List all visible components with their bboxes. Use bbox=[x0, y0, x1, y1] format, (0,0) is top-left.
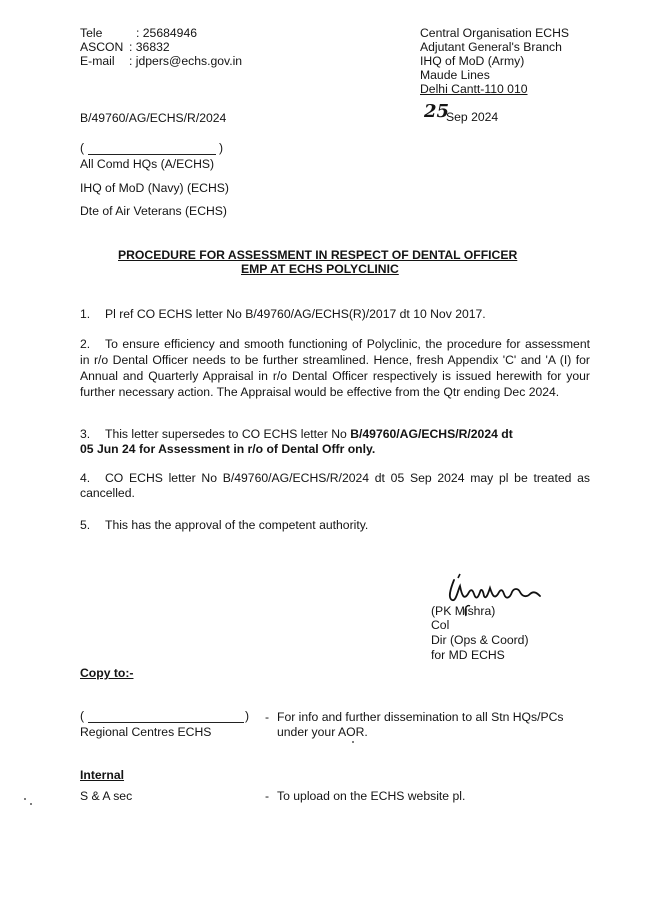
paragraph-2-text: To ensure efficiency and smooth functioning of Polyclinic, the procedure for assessment in r/o Dental Officer needs to be further streamlined. Hence, fresh Appendix 'C' and 'A (I) for Annual and Quarterly Appraisal in r/o Dental Officer respectively is issued herewith for your further necessary action. The Appraisal would be effective from the Qtr ending Dec 2024. bbox=[80, 337, 590, 399]
copy-to-blank-open: ( bbox=[80, 709, 85, 723]
paragraph-2 bbox=[80, 336, 590, 400]
subject-line-1: PROCEDURE FOR ASSESSMENT IN RESPECT OF DENTAL OFFICER bbox=[118, 248, 518, 262]
scan-speck bbox=[352, 741, 354, 743]
subject-line-2: EMP AT ECHS POLYCLINIC bbox=[241, 262, 399, 276]
scan-speck bbox=[30, 803, 32, 805]
internal-purpose: To upload on the ECHS website pl. bbox=[277, 789, 466, 803]
internal-dash: - bbox=[265, 789, 270, 803]
internal-recipient: S & A sec bbox=[80, 789, 133, 803]
paragraph-4 bbox=[80, 471, 590, 501]
copy-to-blank-close: ) bbox=[245, 709, 250, 723]
tele-value: : 25684946 bbox=[136, 26, 197, 40]
copy-to-purpose-line-1: For info and further dissemination to all Stn HQs/PCs bbox=[277, 710, 564, 724]
tele-label: Tele bbox=[80, 26, 103, 40]
paragraph-4-text: CO ECHS letter No B/49760/AG/ECHS/R/2024 dt 05 Sep 2024 may pl be treated as cancelled. bbox=[80, 471, 590, 500]
paragraph-3-text: This letter supersedes to CO ECHS letter No bbox=[105, 427, 351, 441]
email-label: E-mail bbox=[80, 54, 115, 68]
paragraph-2-number: 2. bbox=[80, 337, 91, 351]
addressee-3: Dte of Air Veterans (ECHS) bbox=[80, 204, 227, 218]
signatory-rank: Col bbox=[431, 618, 450, 632]
paragraph-3-number: 3. bbox=[80, 427, 91, 441]
paragraph-1 bbox=[80, 307, 590, 322]
copy-to-heading: Copy to:- bbox=[80, 666, 134, 680]
paragraph-3-bold-ref: B/49760/AG/ECHS/R/2024 dt bbox=[350, 427, 513, 441]
paragraph-5 bbox=[80, 518, 590, 533]
address-line-2: Adjutant General's Branch bbox=[420, 40, 562, 54]
reference-number: B/49760/AG/ECHS/R/2024 bbox=[80, 111, 227, 125]
scan-speck bbox=[24, 798, 26, 800]
copy-to-purpose-line-2: under your AOR. bbox=[277, 725, 368, 739]
address-line-3: IHQ of MoD (Army) bbox=[420, 54, 525, 68]
copy-to-blank-line bbox=[88, 722, 244, 723]
paragraph-5-number: 5. bbox=[80, 518, 91, 532]
addressee-1: All Comd HQs (A/ECHS) bbox=[80, 157, 215, 171]
copy-to-recipient: Regional Centres ECHS bbox=[80, 725, 212, 739]
addressee-blank-line bbox=[88, 154, 216, 155]
signatory-name: (PK Mishra) bbox=[431, 604, 496, 618]
signatory-for-line: for MD ECHS bbox=[431, 648, 505, 662]
paragraph-3-bold-detail: 05 Jun 24 for Assessment in r/o of Dental Offr only. bbox=[80, 442, 376, 456]
date-day-handwritten: 25 bbox=[424, 101, 450, 122]
ascon-value: : 36832 bbox=[129, 40, 170, 54]
addressee-blank-open: ( bbox=[80, 141, 85, 155]
address-line-4: Maude Lines bbox=[420, 68, 490, 82]
addressee-2: IHQ of MoD (Navy) (ECHS) bbox=[80, 181, 229, 195]
paragraph-1-text: Pl ref CO ECHS letter No B/49760/AG/ECHS(R)/2017 dt 10 Nov 2017. bbox=[105, 307, 486, 321]
date-month-year: Sep 2024 bbox=[446, 110, 499, 124]
address-line-5: Delhi Cantt-110 010 bbox=[420, 82, 528, 96]
paragraph-1-number: 1. bbox=[80, 307, 91, 321]
internal-heading: Internal bbox=[80, 768, 125, 782]
paragraph-4-number: 4. bbox=[80, 471, 91, 485]
paragraph-3 bbox=[80, 427, 590, 457]
paragraph-5-text: This has the approval of the competent authority. bbox=[105, 518, 369, 532]
addressee-blank-close: ) bbox=[219, 141, 224, 155]
signatory-appointment: Dir (Ops & Coord) bbox=[431, 633, 529, 647]
copy-to-dash: - bbox=[265, 710, 270, 724]
ascon-label: ASCON bbox=[80, 40, 124, 54]
email-value: : jdpers@echs.gov.in bbox=[129, 54, 243, 68]
address-line-1: Central Organisation ECHS bbox=[420, 26, 570, 40]
